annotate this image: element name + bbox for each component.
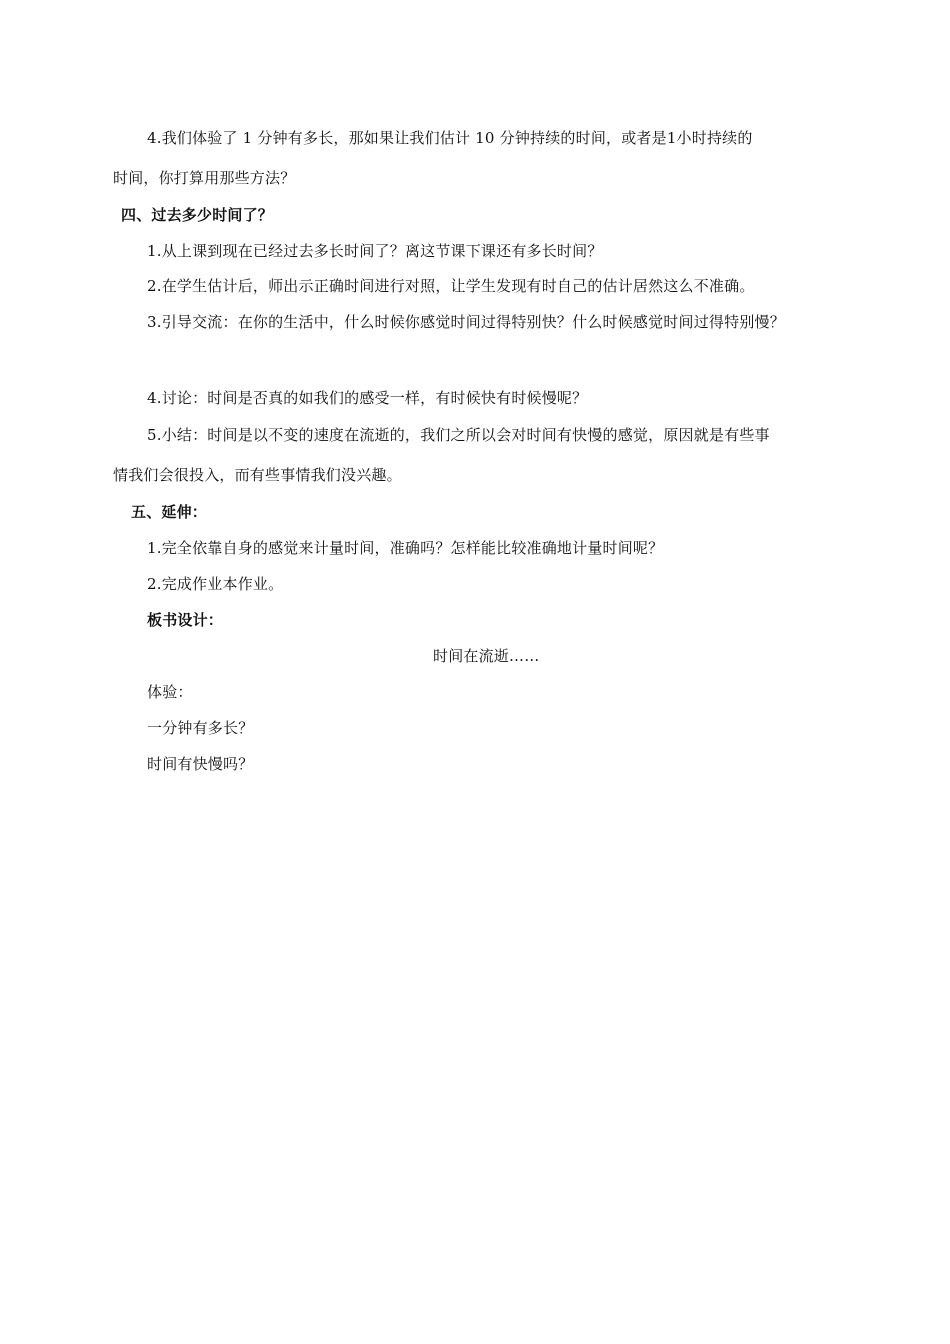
section4-item2: 2.在学生估计后，师出示正确时间进行对照，让学生发现有时自己的估计居然这么不准确。 — [147, 277, 755, 295]
board-line3: 时间有快慢吗？ — [147, 755, 254, 773]
board-heading: 板书设计： — [147, 611, 224, 629]
section4-heading: 四、过去多少时间了？ — [121, 206, 274, 224]
section4-item1: 1.从上课到现在已经过去多长时间了？离这节课下课还有多长时间？ — [147, 242, 603, 260]
section3-item4-line1: 4.我们体验了 1 分钟有多长，那如果让我们估计 10 分钟持续的时间，或者是1小时持续的 — [147, 129, 753, 147]
section4-item5-line1: 5.小结：时间是以不变的速度在流逝的，我们之所以会对时间有快慢的感觉，原因就是有些事 — [147, 426, 770, 444]
section4-item5-line2: 情我们会很投入，而有些事情我们没兴趣。 — [113, 466, 402, 484]
board-line1: 体验： — [147, 683, 193, 701]
board-line2: 一分钟有多长？ — [147, 719, 254, 737]
section4-item4: 4.讨论：时间是否真的如我们的感受一样，有时候快有时候慢呢？ — [147, 389, 588, 407]
section5-item1: 1.完全依靠自身的感觉来计量时间，准确吗？怎样能比较准确地计量时间呢？ — [147, 539, 664, 557]
section5-item2: 2.完成作业本作业。 — [147, 575, 284, 593]
section4-item3: 3.引导交流：在你的生活中，什么时候你感觉时间过得特别快？什么时候感觉时间过得特别慢？ — [147, 313, 785, 331]
section5-heading: 五、延伸： — [131, 503, 208, 521]
board-title: 时间在流逝…… — [433, 647, 540, 665]
section3-item4-line2: 时间，你打算用那些方法？ — [113, 169, 296, 187]
